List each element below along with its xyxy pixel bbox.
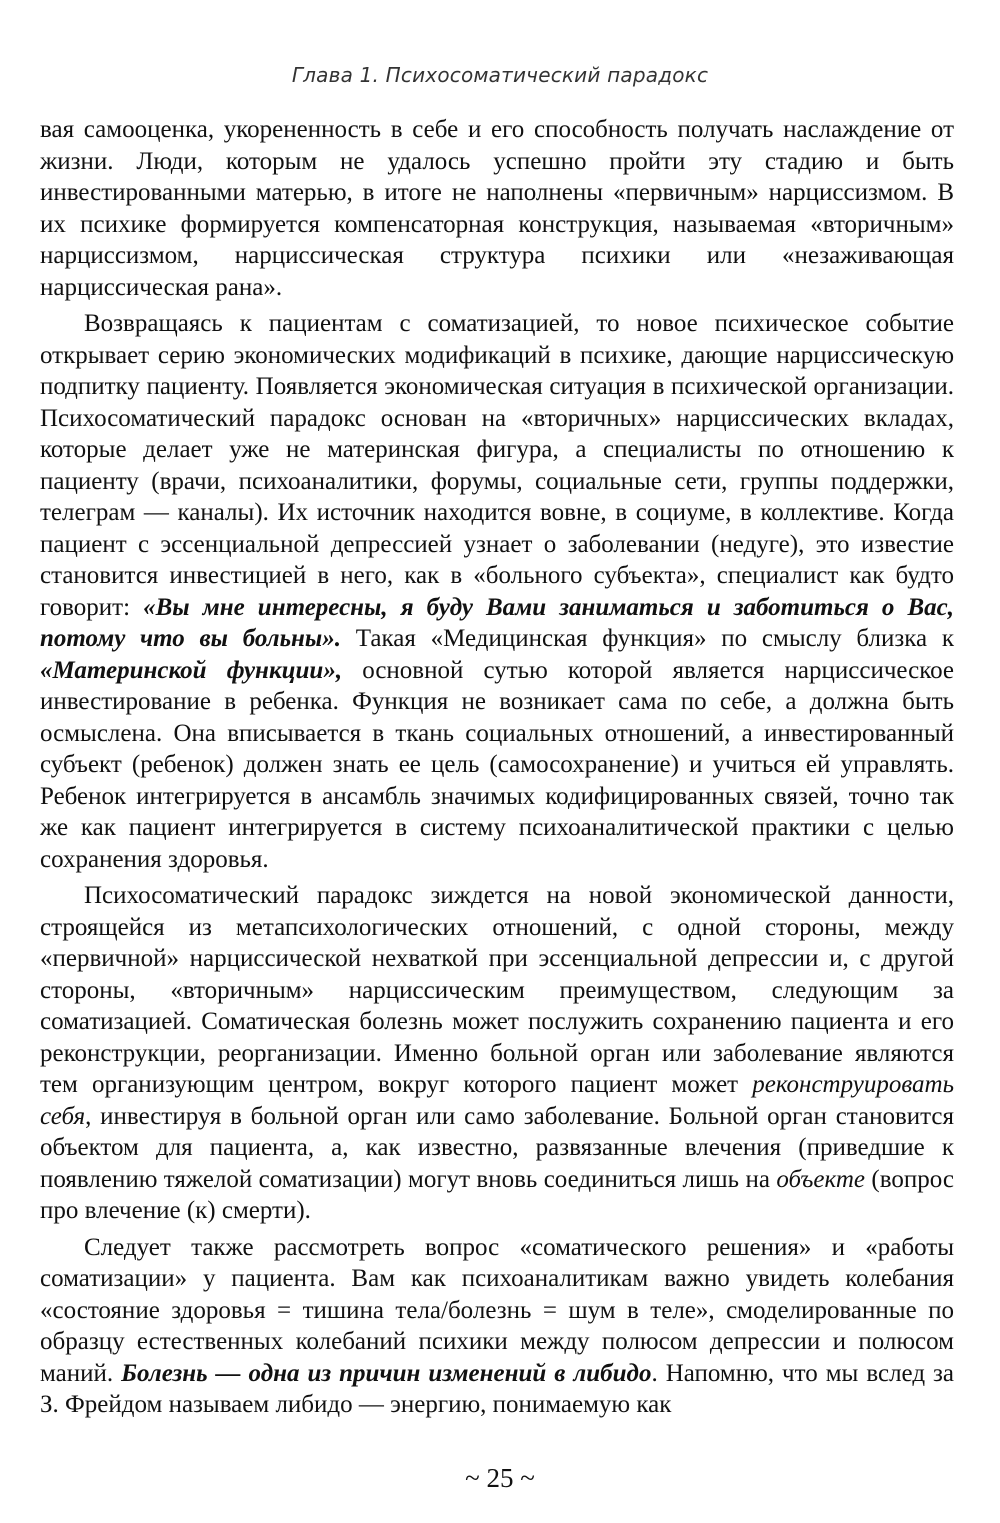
emphasis-illness-libido: Болезнь — одна из причин изменений в либидо bbox=[121, 1359, 652, 1387]
paragraph-3-text-c: (вопрос про влечение (к) смерти). bbox=[40, 1165, 954, 1224]
body-text bbox=[40, 114, 954, 1421]
paragraph-4-text-b: . Напомню, что мы вслед за З. Фрейдом называем либидо — энергию, понимаемую как bbox=[40, 1359, 955, 1418]
paragraph-2 bbox=[40, 308, 954, 875]
paragraph-2-text-a: Возвращаясь к пациентам с соматизацией, то новое психическое событие открывает серию экономических модификаций в психике, дающие нарциссическую подпитку пациенту. Появляется экономическая ситуация в психической организации. Психосоматический парадокс основан на «вторичных» нарциссических вкладах, которые делает уже не материнская фигура, а специалисты по отношению к пациенту (врачи, психоаналитики, форумы, социальные сети, группы поддержки, телеграм — каналы). Их источник находится вовне, в социуме, в коллективе. Когда пациент с эссенциальной депрессией узнает о заболевании (недуге), это известие становится инвестицией в него, как в «больного субъекта», специалист как будто говорит: bbox=[40, 310, 954, 621]
emphasis-reconstruct: реконструировать себя bbox=[40, 1071, 954, 1130]
paragraph-3-text-a: Психосоматический парадокс зиждется на новой экономической данности, строящейся из метапсихологических отношений, с одной стороны, между «первичной» нарциссической нехваткой при эссенциальной депрессии и, с другой стороны, «вторичным» нарциссическим преимуществом, следующим за соматизацией. Соматическая болезнь может послужить сохранению пациента и его реконструкции, реорганизации. Именно больной орган или заболевание являются тем организующим центром, вокруг которого пациент может bbox=[40, 882, 954, 1098]
paragraph-2-text-c: основной сутью которой является нарциссическое инвестирование в ребенка. Функция не возникает сама по себе, а должна быть осмыслена. Она вписывается в ткань социальных отношений, а инвестированный субъект (ребенок) должен знать ее цель (самосохранение) и учиться ей управлять. Ребенок интегрируется в ансамбль значимых кодифицированных связей, точно так же как пациент интегрируется в систему психоаналитической практики с целью сохранения здоровья. bbox=[40, 656, 954, 873]
paragraph-4 bbox=[40, 1232, 954, 1421]
paragraph-1-text: вая самооценка, укорененность в себе и его способность получать наслаждение от жизни. Люди, которым не удалось успешно пройти эту стадию и быть инвестированными матерью, в итоге не наполнены «первичным» нарциссизмом. В их психике формируется компенсаторная конструкция, называемая «вторичным» нарциссизмом, нарциссическая структура психики или «незаживающая нарциссическая рана». bbox=[40, 116, 954, 301]
page-number: ~ 25 ~ bbox=[465, 1463, 535, 1493]
paragraph-1 bbox=[40, 114, 954, 303]
paragraph-3 bbox=[40, 880, 954, 1227]
paragraph-4-text-a: Следует также рассмотреть вопрос «соматического решения» и «работы соматизации» у пациента. Вам как психоаналитикам важно увидеть колебания «состояние здоровья = тишина тела/болезнь = шум в теле», смоделированные по образцу естественных колебаний психики между полюсом депрессии и полюсом маний. bbox=[40, 1233, 954, 1387]
quote-maternal-function: «Материнской функции», bbox=[40, 656, 343, 684]
running-head: Глава 1. Психосоматический парадокс bbox=[291, 63, 709, 87]
paragraph-2-text-b: Такая «Медицинская функция» по смыслу близка к bbox=[341, 625, 954, 652]
paragraph-3-text-b: , инвестируя в больной орган или само заболевание. Больной орган становится объектом для пациента, а, как известно, развязанные влечения (приведшие к появлению тяжелой соматизации) могут вновь соединиться лишь на bbox=[40, 1102, 954, 1193]
quote-interest: «Вы мне интересны, я буду Вами заниматься и заботиться о Вас, потому что вы больны». bbox=[40, 593, 954, 652]
emphasis-object: объекте bbox=[776, 1165, 866, 1193]
